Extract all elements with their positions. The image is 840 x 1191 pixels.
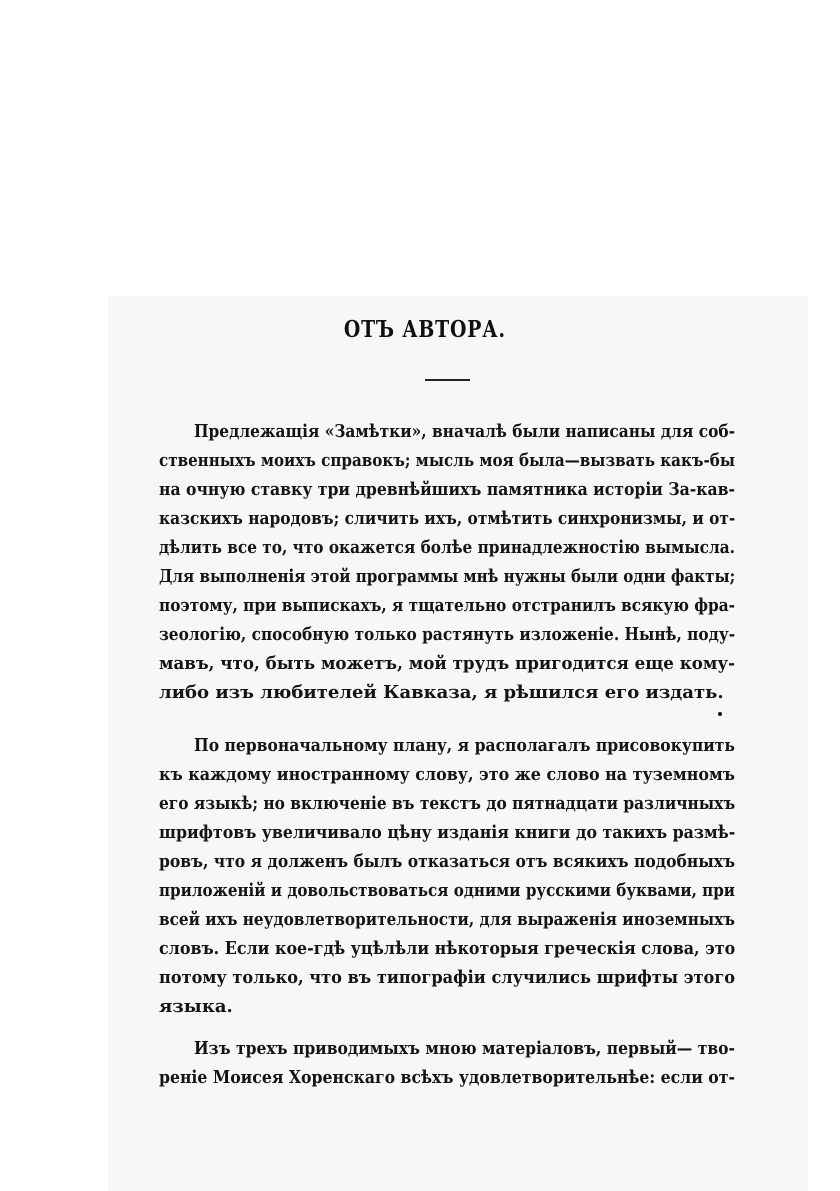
text-line: ственныхъ моихъ справокъ; мысль моя была—вызвать какъ-бы [159,450,735,471]
text-line: поэтому, при выпискахъ, я тщательно отстранилъ всякую фра- [159,595,735,616]
text-line: шрифтовъ увеличивало цѣну изданія книги до такихъ размѣ- [159,822,736,843]
text-line: языка. [159,996,233,1017]
page-title: ОТЪ АВТОРА. [343,316,506,343]
text-line: его языкѣ; но включеніе въ текстъ до пятнадцати различныхъ [159,793,736,814]
text-line: Изъ трехъ приводимыхъ мною матеріаловъ, первый— тво- [194,1038,735,1059]
text-line: зеологію, способную только растянуть изложеніе. Нынѣ, поду- [159,624,736,645]
stray-dot [718,712,722,716]
text-line: всей ихъ неудовлетворительности, для выраженія иноземныхъ [159,909,735,930]
text-line: казскихъ народовъ; сличить ихъ, отмѣтить синхронизмы, и от- [159,508,736,529]
text-line: дѣлить все то, что окажется болѣе принадлежностію вымысла. [159,537,735,558]
title-rule [425,379,470,381]
text-line: мавъ, что, быть можетъ, мой трудъ пригодится еще кому- [159,653,735,674]
text-line: реніе Моисея Хоренскаго всѣхъ удовлетворительнѣе: если от- [159,1067,735,1088]
text-line: къ каждому иностранному слову, это же слово на туземномъ [159,764,735,785]
text-line: Предлежащія «Замѣтки», вначалѣ были написаны для соб- [194,421,735,442]
text-line: словъ. Если кое-гдѣ уцѣлѣли нѣкоторыя греческія слова, это [159,938,736,959]
text-line: либо изъ любителей Кавказа, я рѣшился его издать. [159,682,724,703]
text-line: ровъ, что я долженъ былъ отказаться отъ всякихъ подобныхъ [159,851,735,872]
text-line: потому только, что въ типографіи случились шрифты этого [159,967,735,988]
text-line: приложеній и довольствоваться одними русскими буквами, при [159,880,735,901]
text-line: Для выполненія этой программы мнѣ нужны были одни факты; [159,566,736,587]
text-line: на очную ставку три древнѣйшихъ памятника исторіи За-кав- [159,479,736,500]
text-line: По первоначальному плану, я располагалъ присовокупить [194,735,735,756]
